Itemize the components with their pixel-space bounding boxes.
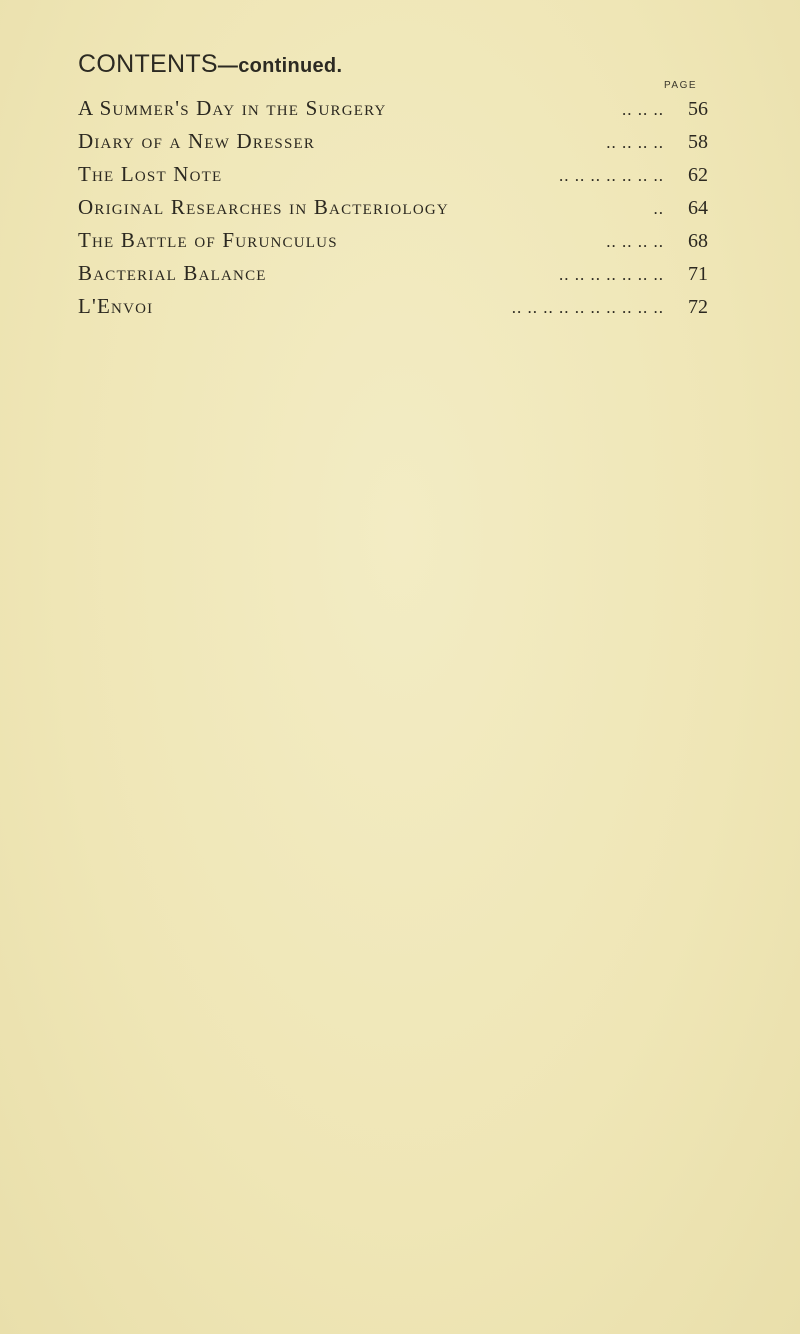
contents-title: CONTENTS (78, 50, 218, 78)
toc-entry (78, 261, 708, 294)
toc-entry-page: 72 (688, 296, 708, 318)
toc-entry-page: 71 (688, 263, 708, 285)
toc-entry-leader: .. (653, 199, 664, 218)
table-of-contents (78, 96, 708, 327)
toc-entry-title: The Lost Note (78, 162, 223, 186)
toc-entry (78, 96, 708, 129)
toc-entry-page: 68 (688, 230, 708, 252)
toc-entry-title: Original Researches in Bacteriology (78, 195, 449, 219)
toc-entry (78, 162, 708, 195)
toc-entry-title: The Battle of Furunculus (78, 228, 338, 252)
toc-entry-leader: .. .. .. .. (606, 232, 664, 251)
toc-entry (78, 294, 708, 327)
toc-entry-page: 62 (688, 164, 708, 186)
toc-entry-leader: .. .. .. (622, 100, 664, 119)
toc-entry-leader: .. .. .. .. .. .. .. (559, 166, 664, 185)
toc-entry-title: A Summer's Day in the Surgery (78, 96, 387, 120)
toc-entry-title: Bacterial Balance (78, 261, 267, 285)
toc-entry-page: 56 (688, 98, 708, 120)
toc-entry-page: 64 (688, 197, 708, 219)
toc-entry-page: 58 (688, 131, 708, 153)
toc-entry (78, 228, 708, 261)
contents-heading (78, 50, 342, 79)
toc-entry-title: Diary of a New Dresser (78, 129, 316, 153)
toc-entry (78, 129, 708, 162)
page-column-label: PAGE (664, 80, 698, 91)
toc-entry-leader: .. .. .. .. .. .. .. (559, 265, 664, 284)
toc-entry-title: L'Envoi (78, 294, 154, 318)
toc-entry-leader: .. .. .. .. .. .. .. .. .. .. (511, 298, 664, 317)
contents-continued-label: —continued. (217, 55, 343, 77)
toc-entry (78, 195, 708, 228)
toc-entry-leader: .. .. .. .. (606, 133, 664, 152)
